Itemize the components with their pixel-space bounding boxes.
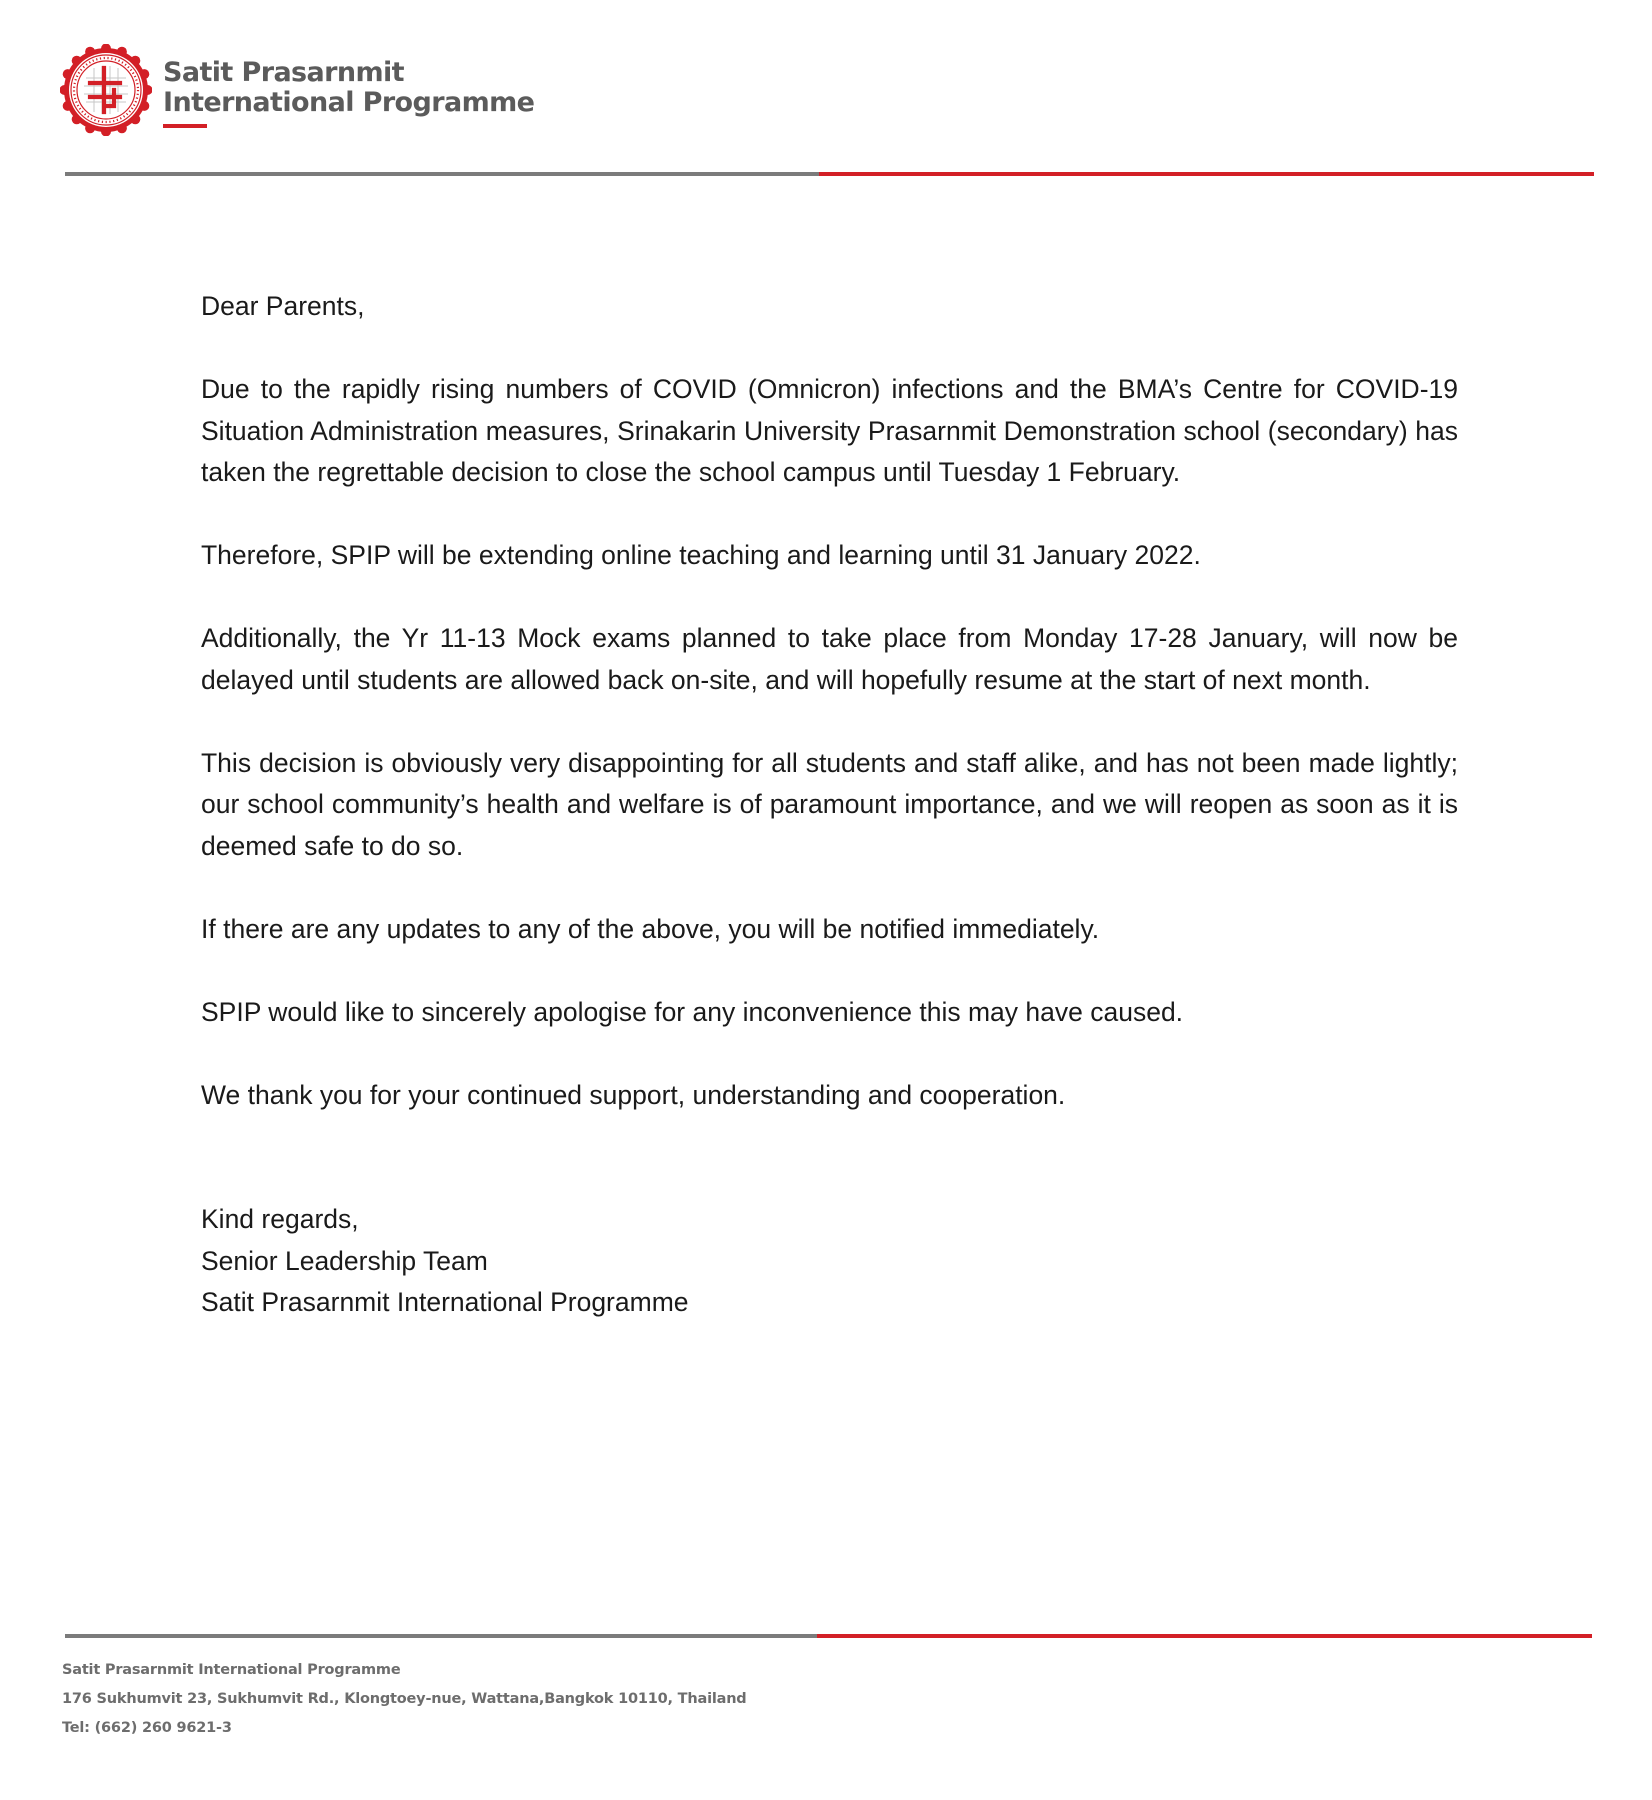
footer-divider	[65, 1634, 1592, 1638]
footer-divider-red	[817, 1634, 1592, 1638]
paragraph-apology: SPIP would like to sincerely apologise for any inconvenience this may have caused.	[201, 996, 1184, 1027]
footer-contact	[62, 1656, 747, 1743]
brand-name-line-2: International Programme	[163, 87, 535, 118]
paragraph-mock-exams: Additionally, the Yr 11-13 Mock exams planned to take place from Monday 17-28 January, will now be delayed until students are allowed back on-site, and will hopefully resume at the start of next month.	[201, 623, 1458, 695]
footer-phone: Tel: (662) 260 9621-3	[62, 1720, 232, 1736]
header-divider	[65, 172, 1594, 176]
paragraph-updates: If there are any updates to any of the above, you will be notified immediately.	[201, 913, 1100, 944]
letter-body	[201, 286, 1458, 1324]
salutation: Dear Parents,	[201, 291, 365, 321]
brand-accent-bar	[163, 124, 207, 128]
header-divider-grey	[65, 172, 819, 176]
paragraph-thanks: We thank you for your continued support, understanding and cooperation.	[201, 1079, 1066, 1110]
header-divider-red	[819, 172, 1594, 176]
footer-address: 176 Sukhumvit 23, Sukhumvit Rd., Klongtoey-nue, Wattana,Bangkok 10110, Thailand	[62, 1691, 747, 1707]
signoff-organisation: Satit Prasarnmit International Programme	[201, 1287, 689, 1317]
paragraph-closure-notice: Due to the rapidly rising numbers of COVID (Omnicron) infections and the BMA’s Centre for COVID-19 Situation Administration measures, Srinakarin University Prasarnmit Demonstration school (secondary) has taken the regrettable decision to close the school campus until Tuesday 1 February.	[201, 374, 1458, 487]
brand-name-line-1: Satit Prasarnmit	[163, 57, 404, 88]
footer-divider-grey	[65, 1634, 817, 1638]
signoff-team: Senior Leadership Team	[201, 1245, 488, 1276]
letterhead	[60, 44, 534, 144]
paragraph-decision: This decision is obviously very disappointing for all students and staff alike, and has not been made lightly; our school community’s health and welfare is of paramount importance, and we will reopen as soon as it is deemed safe to do so.	[201, 747, 1458, 861]
school-seal-icon	[60, 44, 152, 136]
signoff-block	[201, 1199, 1458, 1324]
footer-organisation: Satit Prasarnmit International Programme	[62, 1662, 401, 1678]
brand-wordmark	[163, 58, 534, 128]
paragraph-online-learning: Therefore, SPIP will be extending online teaching and learning until 31 January 2022.	[201, 540, 1201, 570]
signoff-closing: Kind regards,	[201, 1204, 359, 1234]
